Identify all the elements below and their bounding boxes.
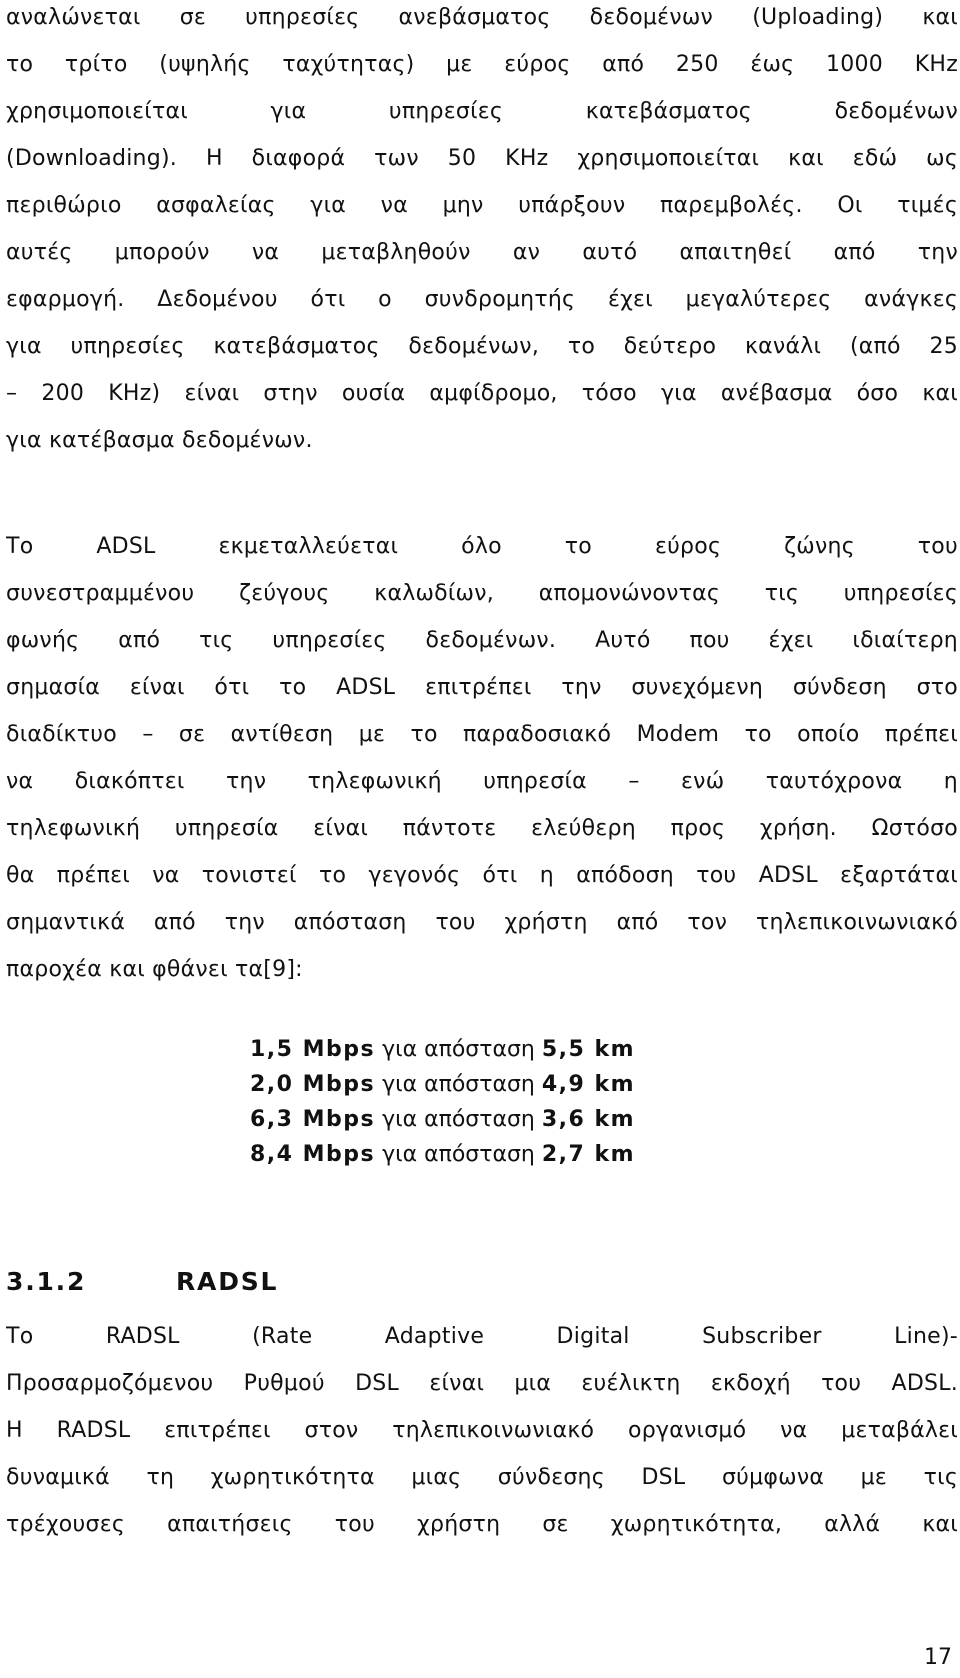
text-line: Η RADSL επιτρέπει στον τηλεπικοινωνιακό οργανισμό να μεταβάλει: [6, 1418, 958, 1443]
text-line: (Downloading). Η διαφορά των 50 KHz χρησιμοποιείται και εδώ ως: [6, 146, 958, 171]
text-line: Προσαρμοζόμενου Ρυθμού DSL είναι μια ευέλικτη εκδοχή του ADSL.: [6, 1371, 958, 1396]
text-line: θα πρέπει να τονιστεί το γεγονός ότι η απόδοση του ADSL εξαρτάται: [6, 863, 958, 888]
speed-value: 6,3 Mbps: [250, 1107, 376, 1132]
text-line: αναλώνεται σε υπηρεσίες ανεβάσματος δεδομένων (Uploading) και: [6, 5, 958, 30]
text-line: να διακόπτει την τηλεφωνική υπηρεσία – ενώ ταυτόχρονα η: [6, 769, 958, 794]
list-item: [250, 1067, 635, 1102]
paragraph-1: [6, 0, 958, 464]
paragraph-3: [6, 1313, 958, 1548]
text-line: Το ADSL εκμεταλλεύεται όλο το εύρος ζώνης του: [6, 534, 958, 559]
list-item: [250, 1137, 635, 1172]
text-line: το τρίτο (υψηλής ταχύτητας) με εύρος από 250 έως 1000 KHz: [6, 52, 958, 77]
page-number: 17: [924, 1645, 952, 1670]
text-line: για υπηρεσίες κατεβάσματος δεδομένων, το δεύτερο κανάλι (από 25: [6, 334, 958, 359]
speed-value: 2,0 Mbps: [250, 1072, 376, 1097]
text-line: σημαντικά από την απόσταση του χρήστη από τον τηλεπικοινωνιακό: [6, 910, 958, 935]
distance-value: 5,5 km: [541, 1037, 636, 1062]
connector-text: για απόσταση: [382, 1037, 535, 1062]
text-line: τρέχουσες απαιτήσεις του χρήστη σε χωρητικότητα, αλλά και: [6, 1512, 958, 1537]
section-title: RADSL: [176, 1267, 279, 1296]
section-heading: [6, 1262, 278, 1302]
section-number: 3.1.2: [6, 1267, 87, 1296]
list-item: [250, 1032, 635, 1067]
text-line: παροχέα και φθάνει τα[9]:: [6, 957, 303, 982]
text-line: Το RADSL (Rate Adaptive Digital Subscriber Line)-: [6, 1324, 958, 1349]
text-line: σημασία είναι ότι το ADSL επιτρέπει την συνεχόμενη σύνδεση στο: [6, 675, 958, 700]
paragraph-2: [6, 523, 958, 993]
text-line: εφαρμογή. Δεδομένου ότι ο συνδρομητής έχει μεγαλύτερες ανάγκες: [6, 287, 958, 312]
speed-distance-list: [250, 1032, 635, 1172]
text-line: συνεστραμμένου ζεύγους καλωδίων, απομονώνοντας τις υπηρεσίες: [6, 581, 958, 606]
speed-value: 8,4 Mbps: [250, 1142, 376, 1167]
text-line: φωνής από τις υπηρεσίες δεδομένων. Αυτό που έχει ιδιαίτερη: [6, 628, 958, 653]
text-line: δυναμικά τη χωρητικότητα μιας σύνδεσης DSL σύμφωνα με τις: [6, 1465, 958, 1490]
connector-text: για απόσταση: [382, 1107, 535, 1132]
speed-value: 1,5 Mbps: [250, 1037, 376, 1062]
text-line: τηλεφωνική υπηρεσία είναι πάντοτε ελεύθερη προς χρήση. Ωστόσο: [6, 816, 958, 841]
list-item: [250, 1102, 635, 1137]
text-line: διαδίκτυο – σε αντίθεση με το παραδοσιακό Modem το οποίο πρέπει: [6, 722, 958, 747]
text-line: χρησιμοποιείται για υπηρεσίες κατεβάσματος δεδομένων: [6, 99, 958, 124]
connector-text: για απόσταση: [382, 1072, 535, 1097]
distance-value: 2,7 km: [541, 1142, 636, 1167]
text-line: περιθώριο ασφαλείας για να μην υπάρξουν παρεμβολές. Οι τιμές: [6, 193, 958, 218]
connector-text: για απόσταση: [382, 1142, 535, 1167]
text-line: αυτές μπορούν να μεταβληθούν αν αυτό απαιτηθεί από την: [6, 240, 958, 265]
distance-value: 3,6 km: [541, 1107, 636, 1132]
text-line: για κατέβασμα δεδομένων.: [6, 428, 313, 453]
text-line: – 200 KHz) είναι στην ουσία αμφίδρομο, τόσο για ανέβασμα όσο και: [6, 381, 958, 406]
distance-value: 4,9 km: [541, 1072, 636, 1097]
